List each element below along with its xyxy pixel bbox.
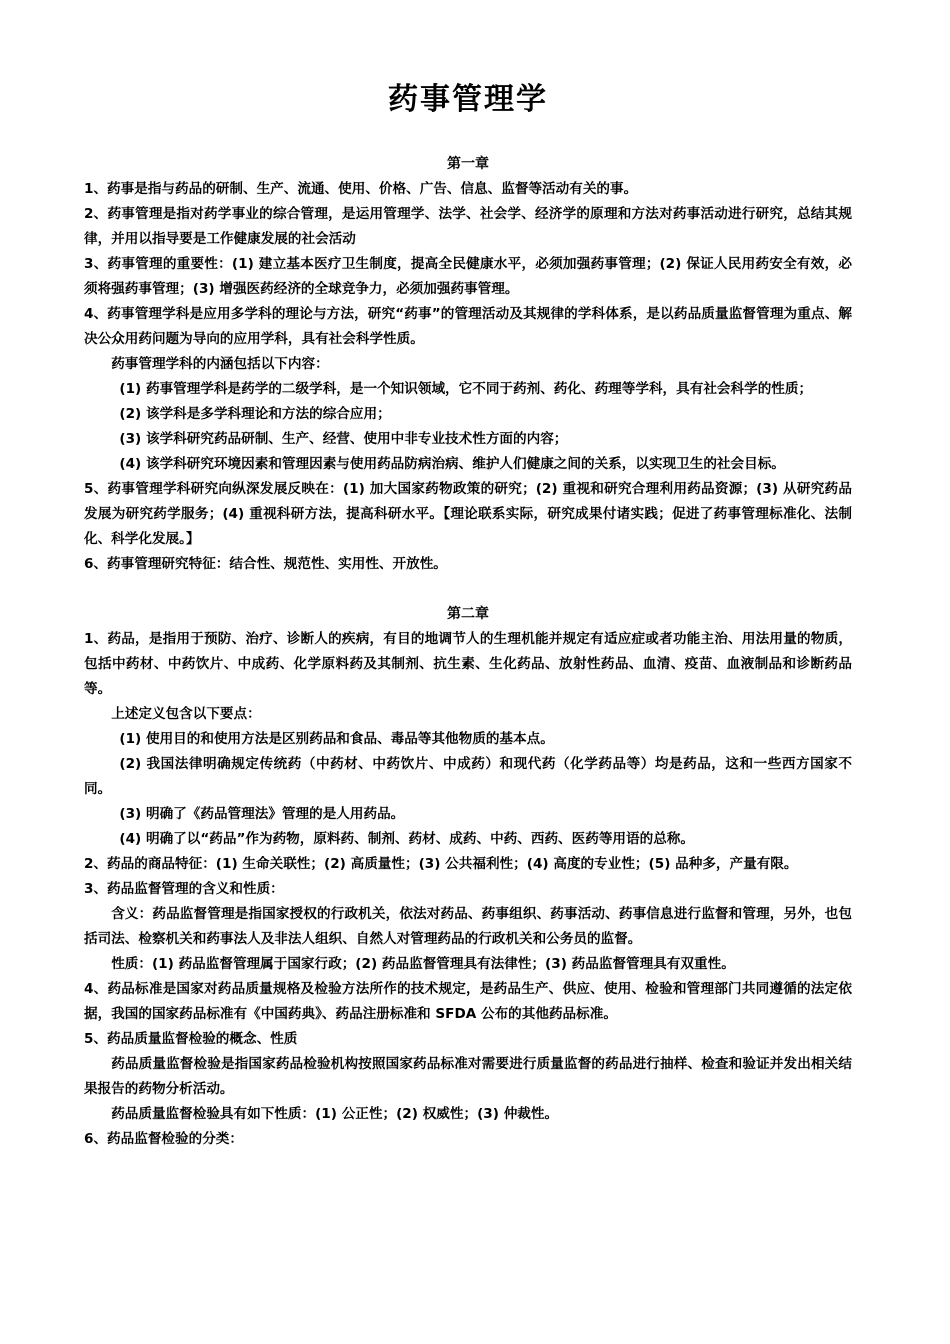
ch1-paragraph-3: 3、药事管理的重要性：(1) 建立基本医疗卫生制度，提高全民健康水平，必须加强药事管理；(2) 保证人民用药安全有效，必须将强药事管理；(3) 增强医药经济的全球竞争力，必须加强药事管理。 <box>84 256 852 297</box>
document-page <box>84 78 852 1152</box>
ch2-inspection-nature: 药品质量监督检验具有如下性质：(1) 公正性；(2) 权威性；(3) 仲裁性。 <box>111 1106 559 1122</box>
ch2-list-item-3: (3) 明确了《药品管理法》管理的是人用药品。 <box>119 806 405 822</box>
ch1-list-item-2: (2) 该学科是多学科理论和方法的综合应用； <box>119 406 391 422</box>
ch1-paragraph-1: 1、药事是指与药品的研制、生产、流通、使用、价格、广告、信息、监督等活动有关的事。 <box>84 181 638 197</box>
chapter-1-heading: 第一章 <box>447 156 489 172</box>
document-title: 药事管理学 <box>388 82 548 117</box>
ch2-paragraph-2: 2、药品的商品特征：(1) 生命关联性；(2) 高质量性；(3) 公共福利性；(4) 高度的专业性；(5) 品种多，产量有限。 <box>84 856 798 872</box>
ch2-list-item-1: (1) 使用目的和使用方法是区别药品和食品、毒品等其他物质的基本点。 <box>119 731 554 747</box>
ch1-list-item-1: (1) 药事管理学科是药学的二级学科，是一个知识领域，它不同于药剂、药化、药理等学科，具有社会科学的性质； <box>119 381 813 397</box>
ch2-paragraph-5: 5、药品质量监督检验的概念、性质 <box>84 1031 298 1047</box>
ch2-paragraph-1: 1、药品，是指用于预防、治疗、诊断人的疾病，有目的地调节人的生理机能并规定有适应症或者功能主治、用法用量的物质，包括中药材、中药饮片、中成药、化学原料药及其制剂、抗生素、生化药品、放射性药品、血清、疫苗、血液制品和诊断药品等。 <box>84 631 852 697</box>
ch1-paragraph-4: 4、药事管理学科是应用多学科的理论与方法，研究“药事”的管理活动及其规律的学科体系，是以药品质量监督管理为重点、解决公众用药问题为导向的应用学科，具有社会科学性质。 <box>84 306 852 347</box>
ch2-paragraph-3: 3、药品监督管理的含义和性质： <box>84 881 284 897</box>
ch1-paragraph-6: 6、药事管理研究特征：结合性、规范性、实用性、开放性。 <box>84 556 447 572</box>
ch1-paragraph-5: 5、药事管理学科研究向纵深发展反映在：(1) 加大国家药物政策的研究；(2) 重视和研究合理利用药品资源；(3) 从研究药品发展为研究药学服务；(4) 重视科研方法，提高科研水平。【理论联系实际，研究成果付诸实践；促进了药事管理标准化、法制化、科学化发展。】 <box>84 481 852 547</box>
ch2-list-item-2: (2) 我国法律明确规定传统药（中药材、中药饮片、中成药）和现代药（化学药品等）均是药品，这和一些西方国家不同。 <box>84 756 852 797</box>
ch1-list-item-3: (3) 该学科研究药品研制、生产、经营、使用中非专业技术性方面的内容； <box>119 431 568 447</box>
ch1-paragraph-2: 2、药事管理是指对药学事业的综合管理，是运用管理学、法学、社会学、经济学的原理和方法对药事活动进行研究，总结其规律，并用以指导要是工作健康发展的社会活动 <box>84 206 852 247</box>
ch2-subheading-points: 上述定义包含以下要点： <box>111 706 261 722</box>
ch1-subheading-connotation: 药事管理学科的内涵包括以下内容： <box>111 356 329 372</box>
chapter-2-heading: 第二章 <box>447 606 489 622</box>
ch2-paragraph-4: 4、药品标准是国家对药品质量规格及检验方法所作的技术规定，是药品生产、供应、使用、检验和管理部门共同遵循的法定依据，我国的国家药品标准有《中国药典》、药品注册标准和 SFDA 公布的其他药品标准。 <box>84 981 852 1022</box>
ch2-paragraph-6: 6、药品监督检验的分类： <box>84 1131 243 1147</box>
ch1-list-item-4: (4) 该学科研究环境因素和管理因素与使用药品防病治病、维护人们健康之间的关系，以实现卫生的社会目标。 <box>119 456 785 472</box>
ch2-definition-meaning: 含义：药品监督管理是指国家授权的行政机关，依法对药品、药事组织、药事活动、药事信息进行监督和管理，另外，也包括司法、检察机关和药事法人及非法人组织、自然人对管理药品的行政机关和公务员的监督。 <box>84 906 852 947</box>
section-spacer <box>84 577 852 602</box>
chapter-1-section <box>84 152 852 577</box>
ch2-definition-nature: 性质：(1) 药品监督管理属于国家行政；(2) 药品监督管理具有法律性；(3) 药品监督管理具有双重性。 <box>111 956 735 972</box>
ch2-inspection-concept: 药品质量监督检验是指国家药品检验机构按照国家药品标准对需要进行质量监督的药品进行抽样、检查和验证并发出相关结果报告的药物分析活动。 <box>84 1056 852 1097</box>
ch2-list-item-4: (4) 明确了以“药品”作为药物，原料药、制剂、药材、成药、中药、西药、医药等用语的总称。 <box>119 831 694 847</box>
chapter-2-section <box>84 602 852 1152</box>
